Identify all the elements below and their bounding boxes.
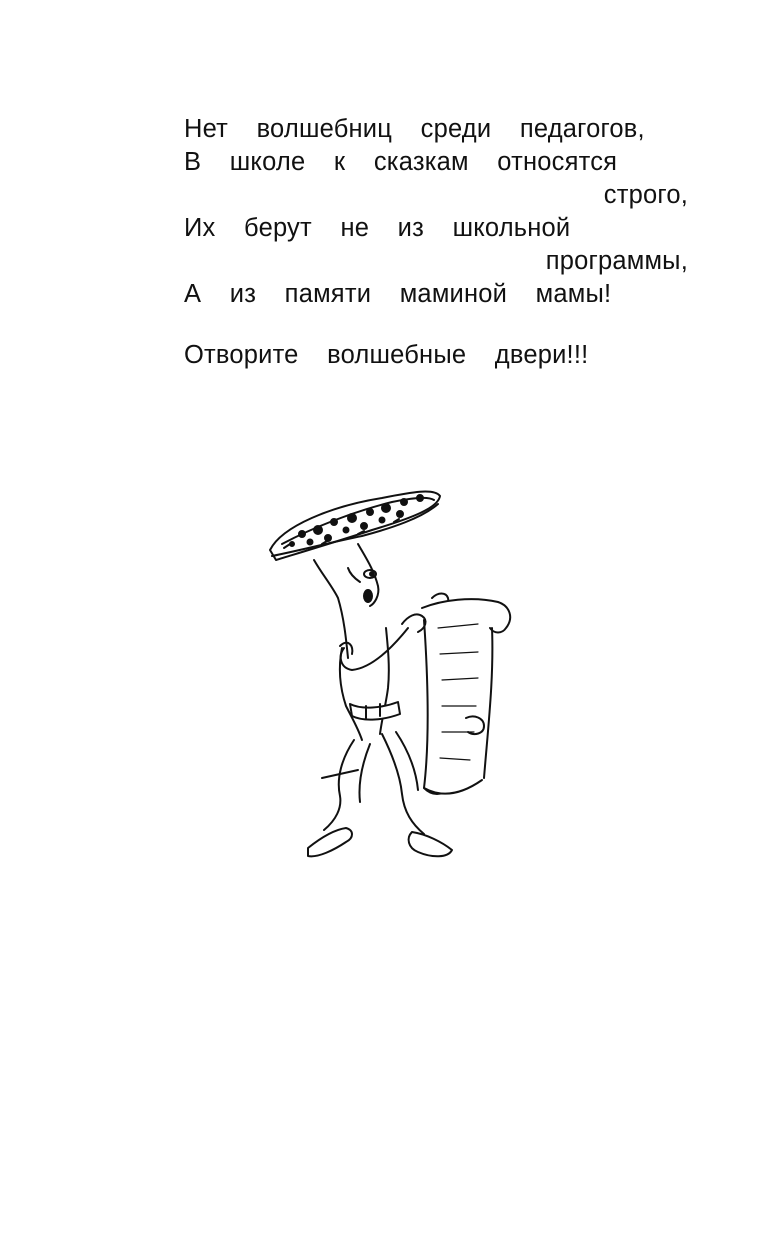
mushroom-body xyxy=(340,594,448,741)
poem-line-4: А из памяти маминой мамы! xyxy=(184,280,612,308)
poem-line-2-continuation: строго, xyxy=(603,181,688,209)
mushroom-stem-head xyxy=(314,544,378,658)
scroll xyxy=(422,599,510,794)
legs-and-shoes xyxy=(308,732,452,856)
poem-line-2: В школе к сказкам относятся xyxy=(184,148,618,176)
poem-line-3: Их берут не из школьной xyxy=(184,214,571,242)
mushroom-cap xyxy=(270,492,440,560)
poem-line-3-continuation: программы, xyxy=(545,247,688,275)
poem-final-line: Отворите волшебные двери!!! xyxy=(184,341,589,369)
poem-line-1: Нет волшебниц среди педагогов, xyxy=(184,115,645,143)
mushroom-character-illustration xyxy=(262,478,524,878)
